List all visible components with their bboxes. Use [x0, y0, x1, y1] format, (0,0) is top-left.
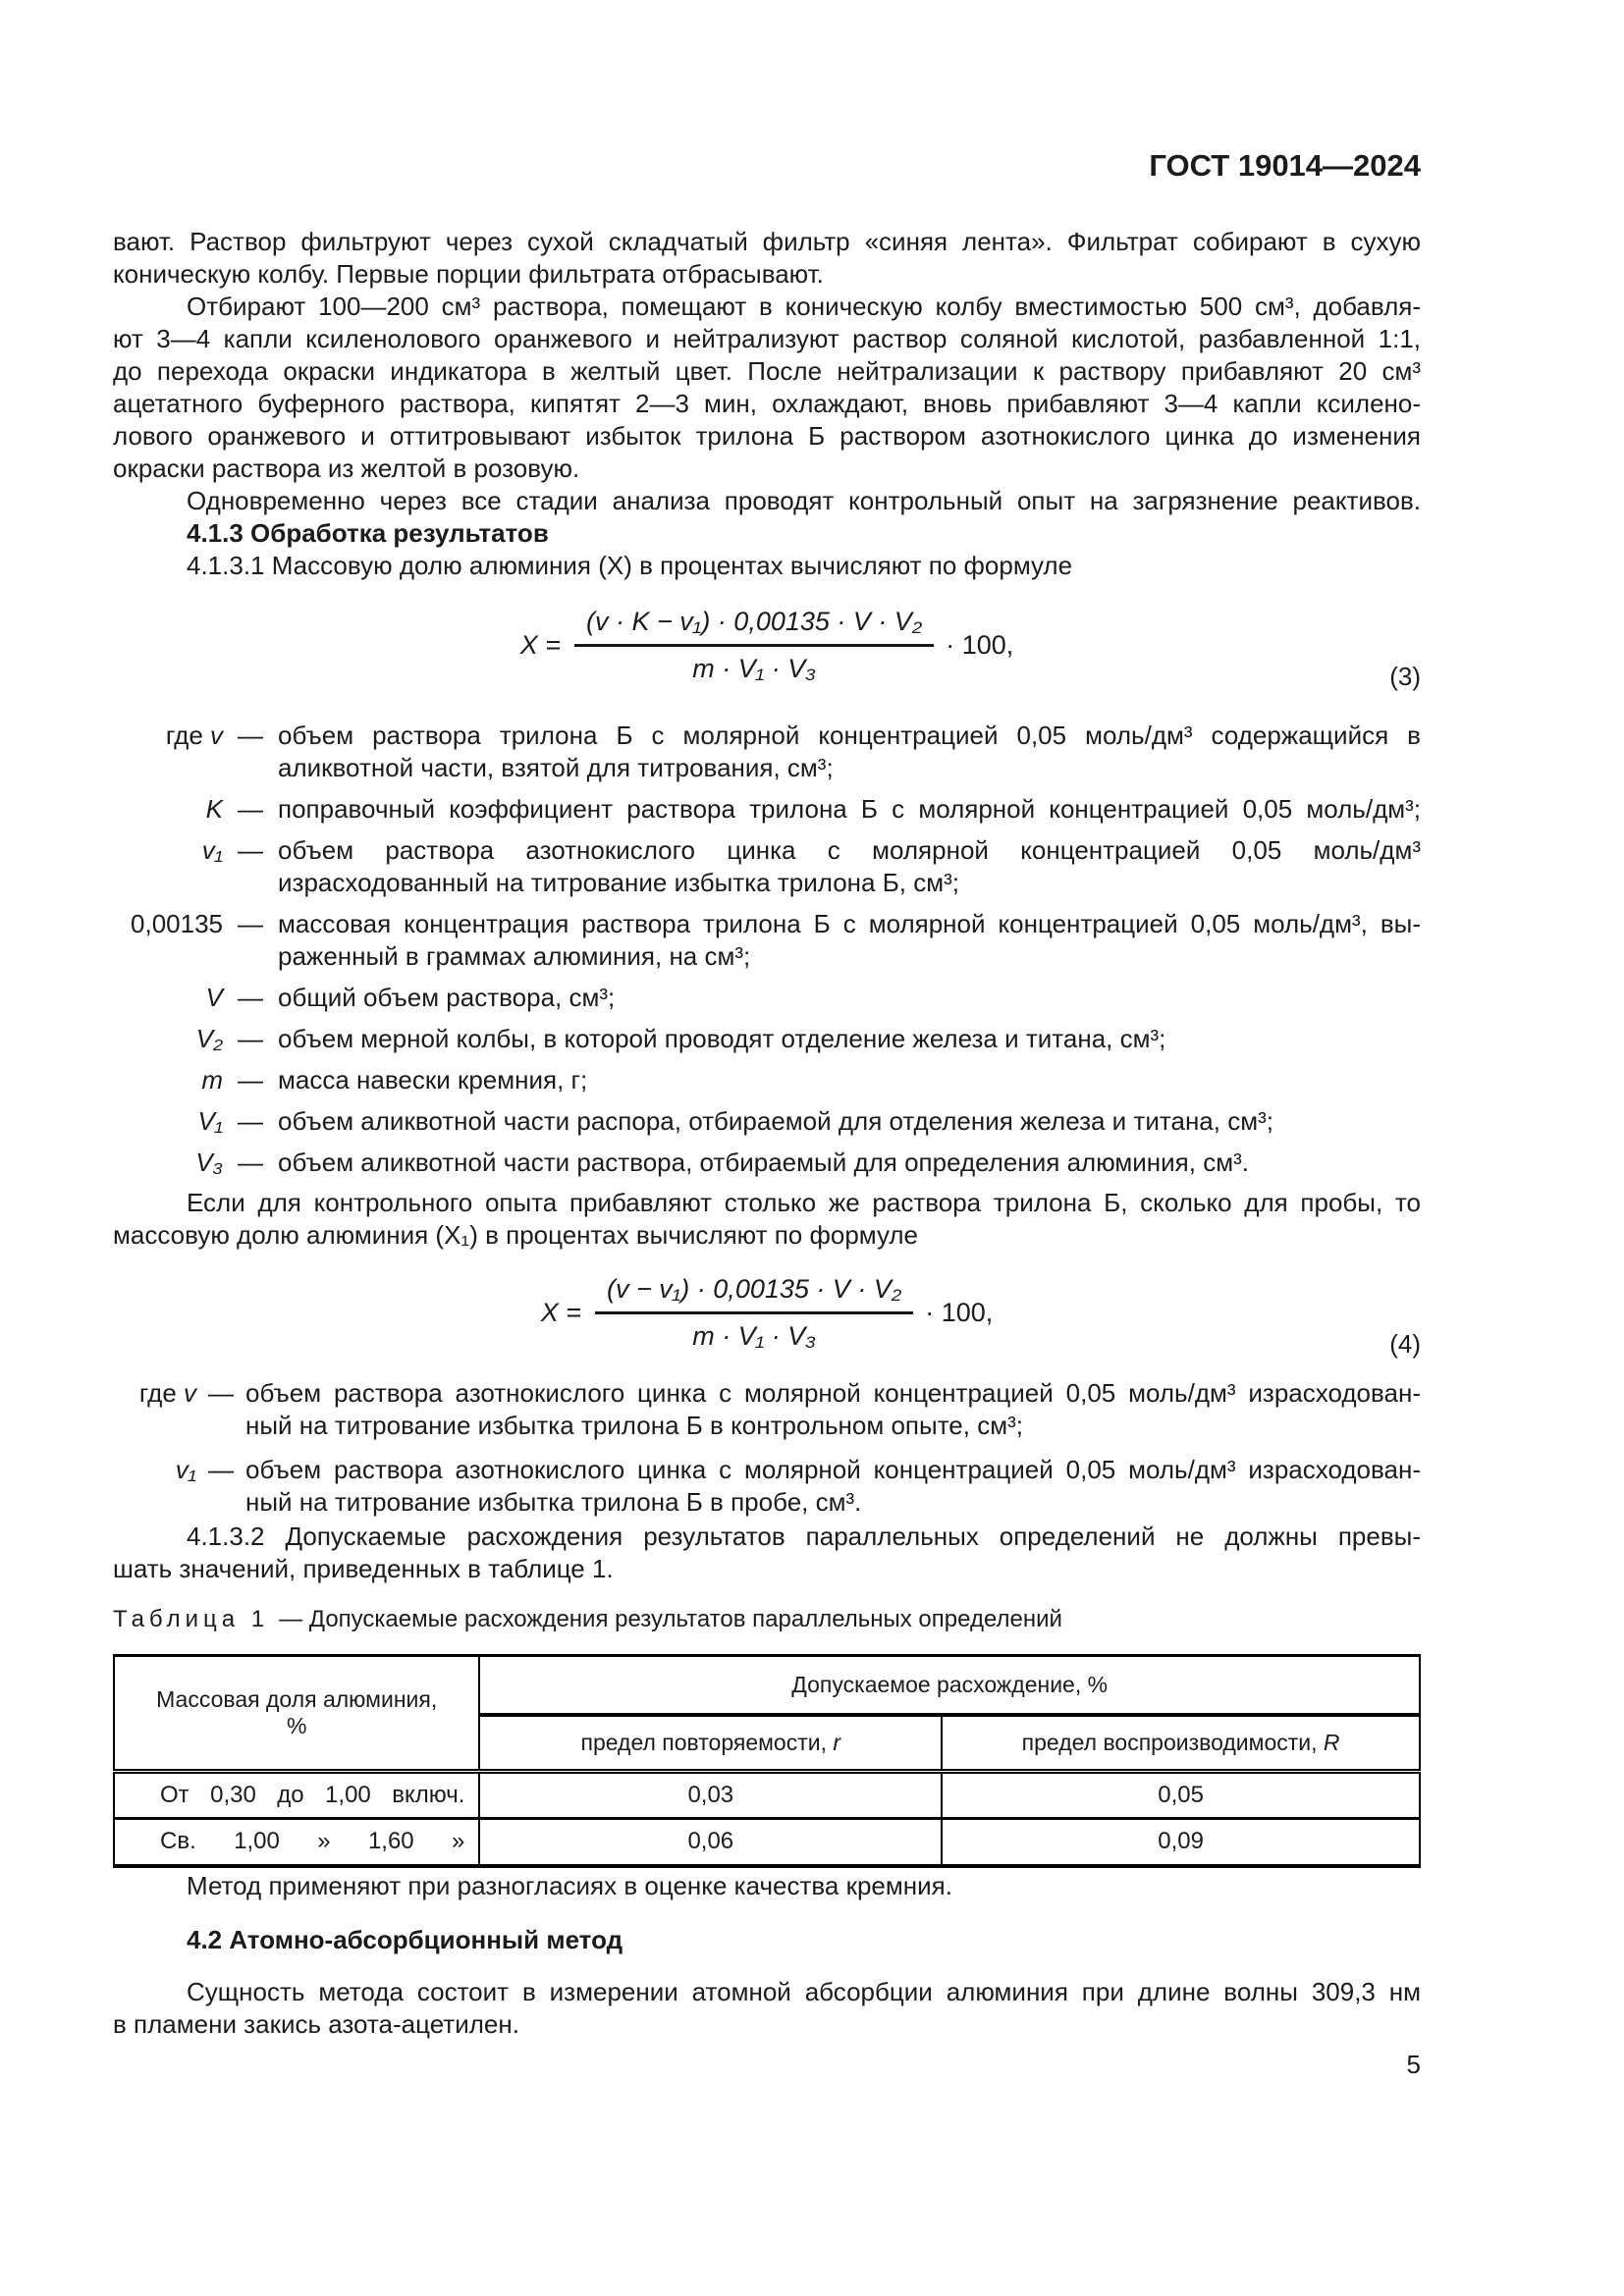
text-line: лового оранжевого и оттитровывают избыток трилона Б раствором азотнокислого цинка до изменения	[113, 421, 1421, 451]
term-symbol: v₁	[201, 835, 223, 865]
definition-description	[278, 982, 1421, 1014]
definition-description	[245, 1454, 1421, 1519]
table-subheader-reproducibility	[942, 1715, 1420, 1772]
text-line: объем мерной колбы, в которой проводят отделение железа и титана, см³;	[278, 1024, 1166, 1053]
R-value-cell: 0,09	[942, 1819, 1420, 1866]
term-symbol: V₂	[195, 1024, 223, 1053]
definition-dash: —	[238, 909, 263, 938]
fraction-denominator: m · V₁ · V₃	[692, 1320, 816, 1351]
text-line: Сущность метода состоит в измерении атомной абсорбции алюминия при длине волны 309,3 нм	[187, 1976, 1421, 2006]
formula-multiplier: · 100,	[925, 1297, 994, 1327]
text-line: окраски раствора из желтой в розовую.	[113, 454, 580, 483]
text-line: Метод применяют при разногласиях в оценке качества кремния.	[187, 1870, 952, 1900]
definition-term	[113, 720, 223, 784]
definition-term	[113, 1023, 223, 1055]
definition-description	[245, 1377, 1421, 1442]
text-line: объем аликвотной части распора, отбираемой для отделения железа и титана, см³;	[278, 1106, 1273, 1136]
r-value-cell: 0,03	[479, 1772, 942, 1819]
doc-number-header: ГОСТ 19014—2024	[1149, 148, 1421, 183]
formula-4	[113, 1263, 1421, 1362]
text-line: 4.2 Атомно-абсорбционный метод	[187, 1924, 623, 1954]
definition-row	[113, 1105, 1421, 1138]
definition-description	[278, 908, 1421, 973]
definition-dash: —	[208, 1455, 234, 1484]
text-line: Если для контрольного опыта прибавляют столько же раствора трилона Б, сколько для пробы, то	[187, 1188, 1421, 1217]
definition-term	[113, 1454, 196, 1519]
paragraph-formula4-intro	[113, 1187, 1421, 1252]
definition-description	[278, 834, 1421, 899]
definition-description	[278, 720, 1421, 784]
text-line: ацетатного буферного раствора, кипятят 2—3 мин, охлаждают, вновь прибавляют 3—4 капли ксилено-	[113, 389, 1421, 418]
definition-row	[113, 1023, 1421, 1055]
text-line: объем раствора азотнокислого цинка с молярной концентрацией 0,05 моль/дм³	[278, 835, 1421, 865]
definition-dash: —	[238, 1106, 263, 1136]
term-symbol: V₁	[197, 1106, 223, 1136]
term-prefix: где	[138, 1378, 184, 1408]
definition-term	[113, 1105, 223, 1138]
definition-description	[278, 1064, 1421, 1096]
term-symbol: V₃	[195, 1148, 223, 1177]
definition-dash: —	[208, 1378, 234, 1408]
fraction	[595, 1274, 913, 1352]
table-caption-text: — Допускаемые расхождения результатов параллельных определений	[279, 1606, 1062, 1632]
definition-description	[278, 793, 1421, 826]
term-prefix: 0,00135	[131, 909, 223, 938]
definition-term	[113, 1064, 223, 1096]
range-cell: Св. 1,00 » 1,60 »	[114, 1819, 479, 1866]
section-heading-4-2	[113, 1924, 1421, 1956]
r-value-cell: 0,06	[479, 1819, 942, 1866]
text-line: в пламени закись азота-ацетилен.	[113, 2008, 519, 2039]
definitions-list-2	[113, 1377, 1421, 1519]
term-prefix: где	[165, 721, 210, 750]
definition-dash: —	[238, 721, 263, 750]
term-symbol: v₁	[175, 1455, 196, 1484]
definition-row	[113, 982, 1421, 1014]
fraction-numerator: (v · K − v₁) · 0,00135 · V · V₂	[574, 607, 934, 647]
formula-3	[113, 596, 1421, 694]
text-line: объем аликвотной части раствора, отбираемый для определения алюминия, см³.	[278, 1148, 1249, 1177]
text-line: до перехода окраски индикатора в желтый цвет. После нейтрализации к раствору прибавляют 20 см³	[113, 356, 1421, 386]
fraction	[574, 607, 934, 684]
table-header-row-1	[114, 1656, 1420, 1715]
definition-dash: —	[238, 1065, 263, 1095]
term-symbol: V	[205, 983, 223, 1012]
formula-lhs: X =	[519, 629, 562, 660]
text-line: объем раствора трилона Б с молярной концентрацией 0,05 моль/дм³ содержащийся в	[278, 721, 1421, 750]
clause-4-1-3-2	[113, 1521, 1421, 1585]
text-line: ный на титрование избытка трилона Б в пробе, см³.	[245, 1487, 862, 1517]
definition-term	[113, 793, 223, 826]
symbol-R: R	[1323, 1729, 1340, 1755]
formula-number: (4)	[1389, 1329, 1421, 1359]
body-text-block	[113, 226, 1421, 582]
text-line: массовую долю алюминия (X₁) в процентах вычисляют по формуле	[113, 1220, 919, 1250]
definition-term	[113, 908, 223, 973]
table-row	[114, 1772, 1420, 1819]
definition-row	[113, 1377, 1421, 1442]
text-line: шать значений, приведенных в таблице 1.	[113, 1554, 614, 1583]
definition-dash: —	[238, 983, 263, 1012]
text-line: вают. Раствор фильтруют через сухой складчатый фильтр «синяя лента». Фильтрат собирают в сухую	[113, 227, 1421, 256]
subheader-text: предел воспроизводимости,	[1021, 1729, 1324, 1755]
text-line: Одновременно через все стадии анализа проводят контрольный опыт на загрязнение реактивов.	[187, 486, 1421, 515]
text-line: поправочный коэффициент раствора трилона Б с молярной концентрацией 0,05 моль/дм³;	[278, 794, 1421, 824]
text-line: израсходованный на титрование избытка трилона Б, см³;	[278, 868, 959, 897]
term-symbol: v	[184, 1378, 196, 1408]
definitions-list-1	[113, 720, 1421, 1179]
definition-row	[113, 720, 1421, 784]
definition-dash: —	[238, 835, 263, 865]
subheader-text: предел повторяемости,	[580, 1729, 834, 1755]
term-symbol: m	[201, 1065, 223, 1095]
definition-term	[113, 1377, 196, 1442]
definition-dash: —	[238, 794, 263, 824]
formula-multiplier: · 100,	[946, 629, 1014, 660]
formula-lhs: X =	[540, 1297, 582, 1327]
text-line: коническую колбу. Первые порции фильтрата отбрасывают.	[113, 259, 824, 289]
text-line: объем раствора азотнокислого цинка с молярной концентрацией 0,05 моль/дм³ израсходован-	[245, 1378, 1421, 1408]
definition-row	[113, 793, 1421, 826]
range-cell: От 0,30 до 1,00 включ.	[114, 1772, 479, 1819]
paragraph-method-note	[113, 1870, 1421, 1902]
table-caption-label: Таблица 1	[113, 1606, 270, 1632]
definition-term	[113, 1147, 223, 1179]
definition-term	[113, 982, 223, 1014]
definition-row	[113, 1064, 1421, 1096]
text-line: объем раствора азотнокислого цинка с молярной концентрацией 0,05 моль/дм³ израсходован-	[245, 1455, 1421, 1484]
R-value-cell: 0,05	[942, 1772, 1420, 1819]
text-line: Отбирают 100—200 см³ раствора, помещают в коническую колбу вместимостью 500 см³, добавля-	[187, 292, 1421, 321]
definition-row	[113, 834, 1421, 899]
text-line: ют 3—4 капли ксиленолового оранжевого и нейтрализуют раствор соляной кислотой, разбавленной 1:1,	[113, 324, 1421, 353]
definition-dash: —	[238, 1148, 263, 1177]
paragraph-method-essence	[113, 1976, 1421, 2041]
table-1	[113, 1654, 1421, 1868]
definition-term	[113, 834, 223, 899]
table-header-mass-fraction: Массовая доля алюминия, %	[114, 1656, 479, 1772]
table-row	[114, 1819, 1420, 1866]
definition-description	[278, 1023, 1421, 1055]
formula-number: (3)	[1389, 662, 1421, 691]
definition-row	[113, 908, 1421, 973]
term-symbol: K	[205, 794, 223, 824]
table-1-caption	[113, 1605, 1421, 1634]
table-subheader-repeatability	[479, 1715, 942, 1772]
definition-dash: —	[238, 1024, 263, 1053]
page-content	[113, 0, 1421, 2081]
text-line: общий объем раствора, см³;	[278, 983, 616, 1012]
fraction-denominator: m · V₁ · V₃	[692, 653, 816, 683]
page-number: 5	[1406, 2049, 1421, 2079]
text-line: 4.1.3.2 Допускаемые расхождения результатов параллельных определений не должны превы-	[187, 1522, 1421, 1551]
definition-description	[278, 1147, 1421, 1179]
symbol-r: r	[833, 1729, 841, 1755]
definition-row	[113, 1454, 1421, 1519]
text-line: аликвотной части, взятой для титрования, см³;	[278, 753, 834, 782]
definition-row	[113, 1147, 1421, 1179]
fraction-numerator: (v − v₁) · 0,00135 · V · V₂	[595, 1274, 913, 1314]
text-line: раженный в граммах алюминия, на см³;	[278, 941, 751, 971]
term-symbol: v	[210, 721, 223, 750]
table-header-allowed-discrepancy: Допускаемое расхождение, %	[479, 1656, 1420, 1715]
clause-4-1-3-1-line: 4.1.3.1 Массовую долю алюминия (X) в процентах вычисляют по формуле	[187, 551, 1073, 580]
section-heading-4-1-3: 4.1.3 Обработка результатов	[187, 518, 549, 548]
text-line: массовая концентрация раствора трилона Б с молярной концентрацией 0,05 моль/дм³, вы-	[278, 909, 1421, 938]
text-line: ный на титрование избытка трилона Б в контрольном опыте, см³;	[245, 1411, 1023, 1440]
definition-description	[278, 1105, 1421, 1138]
text-line: масса навески кремния, г;	[278, 1065, 588, 1095]
